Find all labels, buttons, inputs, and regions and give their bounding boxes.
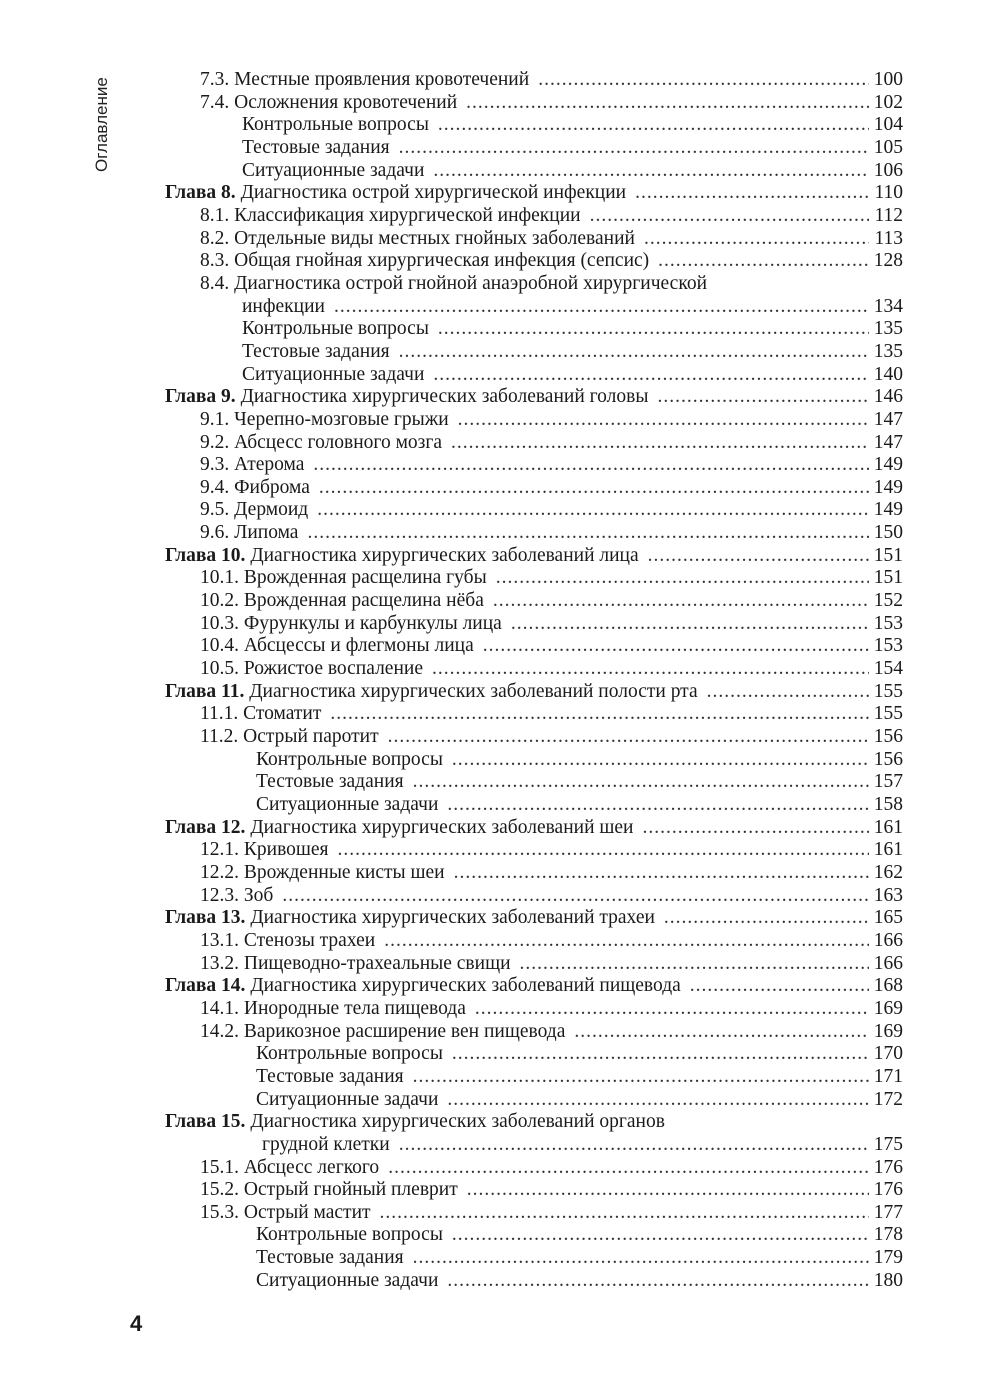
dot-leader [338,839,869,862]
toc-entry-title [242,114,429,137]
toc-entry [165,228,903,251]
toc-entry [165,409,903,432]
toc-entry-title [200,998,466,1021]
page-ref: 156 [873,748,903,770]
dot-leader [644,228,870,251]
toc-entry [165,998,903,1021]
page-ref: 153 [873,635,903,657]
toc-entry-title [256,1270,438,1293]
toc-entry [165,92,903,115]
chapter-label: Глава 14. [165,975,246,997]
page-ref: 134 [873,295,903,317]
entry-text: инфекции [242,295,325,317]
entry-text: Контрольные вопросы [256,1224,443,1246]
entry-text: 9.1. Черепно-мозговые грыжи [200,408,449,430]
toc-entry [165,635,903,658]
toc-entry-title [200,1021,565,1044]
toc-chapter-entry [165,1111,903,1134]
toc-entry-title [165,907,655,930]
page-ref: 166 [873,929,903,951]
entry-text: 12.2. Врожденные кисты шеи [200,861,445,883]
toc-entry [165,1247,903,1270]
toc-entry-title [200,726,379,749]
toc-entry-title [200,228,635,251]
toc-entry [165,862,903,885]
page-ref: 179 [873,1247,903,1269]
toc-entry-title [200,1202,371,1225]
page-ref: 106 [873,159,903,181]
entry-text: Контрольные вопросы [256,1043,443,1065]
entry-text: 10.4. Абсцессы и флегмоны лица [200,635,474,657]
entry-text: Диагностика хирургических заболеваний головы [240,386,649,408]
chapter-label: Глава 15. [165,1111,246,1133]
dot-leader [334,296,869,319]
entry-text: 11.2. Острый паротит [200,726,379,748]
dot-leader [433,364,868,387]
toc-entry-title [200,477,310,500]
dot-leader [413,1247,869,1270]
toc-entry-title [200,930,375,953]
toc-entry-title [200,839,329,862]
toc-chapter-entry [165,681,903,704]
page-ref: 171 [873,1065,903,1087]
toc-entry [165,341,903,364]
toc-entry-title [200,590,484,613]
toc-entry-title [256,1089,438,1112]
chapter-label: Глава 11. [165,680,245,702]
dot-leader [538,69,869,92]
dot-leader [648,545,869,568]
toc-entry-title [200,567,487,590]
entry-text: 9.2. Абсцесс головного мозга [200,431,443,453]
page-ref: 161 [873,839,903,861]
dot-leader [433,160,868,183]
chapter-label: Глава 8. [165,182,236,204]
entry-text: Контрольные вопросы [242,318,429,340]
toc-entry-title [242,341,390,364]
toc-entry-title [165,817,634,840]
toc-chapter-entry [165,545,903,568]
toc-entry [165,749,903,772]
toc-entry [165,794,903,817]
page-ref: 165 [873,907,903,929]
dot-leader [399,341,869,364]
toc-entry-title [200,205,581,228]
toc-entry-title [256,1043,443,1066]
toc-entry [165,1270,903,1293]
page-ref: 112 [874,204,903,226]
toc-entry-title [242,160,424,183]
dot-leader [384,930,869,953]
dot-leader [574,1021,868,1044]
page-ref: 176 [873,1156,903,1178]
entry-text: Ситуационные задачи [242,159,425,181]
toc-entry [165,885,903,908]
toc-entry-title [165,975,681,998]
toc-entry-title [200,953,511,976]
page-ref: 166 [873,952,903,974]
dot-leader [399,1134,869,1157]
toc-entry [165,477,903,500]
page-ref: 140 [873,363,903,385]
page-ref: 156 [873,726,903,748]
toc-entry-title [200,69,529,92]
chapter-label: Глава 12. [165,816,246,838]
entry-text: 9.6. Липома [200,522,299,544]
toc-entry [165,1089,903,1112]
toc-entry [165,522,903,545]
entry-text: 8.1. Классификация хирургической инфекции [200,204,581,226]
dot-leader [454,862,869,885]
toc-entry-title [242,137,390,160]
dot-leader [496,567,869,590]
entry-text: 9.5. Дермоид [200,499,309,521]
dot-leader [643,817,869,840]
page-ref: 150 [873,522,903,544]
page-ref: 151 [873,544,903,566]
entry-text: 9.3. Атерома [200,454,305,476]
page-ref: 169 [873,1020,903,1042]
toc-chapter-entry [165,907,903,930]
toc-entry-title [200,635,474,658]
page-ref: 104 [873,114,903,136]
toc-entry-title [200,92,457,115]
toc-entry [165,658,903,681]
entry-text: Ситуационные задачи [256,1269,439,1291]
dot-leader [438,114,869,137]
dot-leader [475,998,869,1021]
page-ref: 102 [873,91,903,113]
toc-chapter-entry [165,386,903,409]
toc-entry-title [200,499,308,522]
toc-entry-title [200,522,298,545]
toc-entry [165,726,903,749]
entry-text: Тестовые задания [242,136,390,158]
toc-entry-title [200,409,449,432]
page-ref: 149 [873,476,903,498]
chapter-label: Глава 9. [165,386,236,408]
page-ref: 180 [873,1269,903,1291]
page-ref: 105 [873,136,903,158]
toc-entry [165,1224,903,1247]
toc-entry-title [200,1157,379,1180]
toc-entry-title [165,1111,665,1134]
toc-entry [165,1066,903,1089]
dot-leader [438,318,869,341]
dot-leader [590,205,870,228]
toc-entry [165,1134,903,1157]
chapter-label: Глава 13. [165,907,246,929]
toc-entry-title [200,454,304,477]
toc-entry [165,613,903,636]
entry-text: 14.1. Инородные тела пищевода [200,997,466,1019]
dot-leader [447,1270,868,1293]
dot-leader [707,681,869,704]
dot-leader [452,749,869,772]
toc-chapter-entry [165,182,903,205]
entry-text: грудной клетки [262,1133,390,1155]
page-number: 4 [130,1311,143,1336]
toc-entry-title [242,364,424,387]
toc-entry [165,567,903,590]
toc-entry [165,930,903,953]
page-ref: 147 [873,431,903,453]
page-ref: 157 [873,771,903,793]
entry-text: 7.4. Осложнения кровотечений [200,91,458,113]
toc-entry [165,839,903,862]
toc-entry [165,69,903,92]
dot-leader [483,635,869,658]
dot-leader [380,1202,869,1225]
entry-text: 12.3. Зоб [200,884,274,906]
toc-entry [165,953,903,976]
page-ref: 128 [873,250,903,272]
entry-text: Тестовые задания [256,1247,404,1269]
toc-entry-title [165,545,639,568]
entry-text: Диагностика хирургических заболеваний трахеи [250,907,655,929]
toc-entry-title [200,703,321,726]
entry-text: Диагностика хирургических заболеваний лица [250,544,639,566]
dot-leader [432,658,869,681]
page-ref: 151 [873,567,903,589]
toc-entry-title [242,296,325,319]
dot-leader [413,1066,869,1089]
toc-entry [165,1179,903,1202]
dot-leader [447,1089,868,1112]
chapter-label: Глава 10. [165,544,246,566]
dot-leader [388,1157,869,1180]
page-ref: 155 [873,680,903,702]
entry-text: Диагностика хирургических заболеваний полости рта [249,680,698,702]
dot-leader [319,477,869,500]
page-ref: 147 [873,408,903,430]
toc-entry [165,137,903,160]
entry-text: 10.1. Врожденная расщелина губы [200,567,487,589]
dot-leader [388,726,869,749]
entry-text: 8.3. Общая гнойная хирургическая инфекция (сепсис) [200,250,650,272]
toc-entry-title [200,1179,458,1202]
toc-entry-title [256,771,404,794]
toc-entry [165,703,903,726]
dot-leader [399,137,869,160]
entry-text: 10.3. Фурункулы и карбункулы лица [200,612,502,634]
toc-entry [165,432,903,455]
page-ref: 178 [873,1224,903,1246]
entry-text: 10.5. Рожистое воспаление [200,658,423,680]
page-ref: 155 [873,703,903,725]
page-ref: 161 [873,816,903,838]
entry-text: Диагностика острой хирургической инфекции [240,182,627,204]
page-ref: 177 [873,1201,903,1223]
dot-leader [307,522,868,545]
running-header-title: Оглавление [92,77,111,173]
dot-leader [313,454,868,477]
toc-entry [165,296,903,319]
dot-leader [451,432,869,455]
entry-text: 13.2. Пищеводно-трахеальные свищи [200,952,511,974]
toc-entry-title [256,749,443,772]
dot-leader [635,182,869,205]
page-ref: 158 [873,794,903,815]
dot-leader [664,907,869,930]
entry-text: Контрольные вопросы [256,748,443,770]
toc-entry [165,364,903,387]
page-ref: 163 [873,884,903,906]
page-ref: 169 [873,997,903,1019]
page-ref: 162 [873,861,903,883]
dot-leader [520,953,869,976]
entry-text: 12.1. Кривошея [200,839,329,861]
entry-text: Контрольные вопросы [242,114,429,136]
toc-entry-title [200,862,445,885]
toc-entry [165,114,903,137]
dot-leader [467,1179,869,1202]
toc-entry-title [242,318,429,341]
toc-entry [165,1202,903,1225]
toc-entry [165,1043,903,1066]
page-ref: 152 [873,590,903,612]
entry-text: 15.3. Острый мастит [200,1201,371,1223]
toc-entry-title [200,250,649,273]
dot-leader [458,409,869,432]
toc-chapter-entry [165,817,903,840]
entry-text: 9.4. Фиброма [200,476,310,498]
toc-entry-title [262,1134,390,1157]
toc-entry-title [165,386,648,409]
page-ref: 100 [873,69,903,90]
entry-text: 13.1. Стенозы трахеи [200,929,376,951]
entry-text: 11.1. Стоматит [200,703,322,725]
page-ref: 176 [873,1179,903,1201]
toc-entry-title [200,885,273,908]
page-ref: 135 [873,340,903,362]
page-ref: 149 [873,454,903,476]
page-ref: 153 [873,612,903,634]
toc-entry [165,1021,903,1044]
entry-text: 14.2. Варикозное расширение вен пищевода [200,1020,566,1042]
toc-entry [165,454,903,477]
page-ref: 172 [873,1088,903,1110]
entry-text: 15.1. Абсцесс легкого [200,1156,380,1178]
toc-entry [165,160,903,183]
toc-entry-title [256,1224,443,1247]
toc-entry [165,771,903,794]
dot-leader [452,1224,869,1247]
entry-text: 15.2. Острый гнойный плеврит [200,1179,458,1201]
page-ref: 149 [873,499,903,521]
toc-entry [165,205,903,228]
page-ref: 168 [873,975,903,997]
dot-leader [690,975,869,998]
toc-entry [165,499,903,522]
entry-text: Диагностика хирургических заболеваний пищевода [250,975,681,997]
toc-entry-title [165,182,626,205]
entry-text: Тестовые задания [256,1065,404,1087]
toc-entry-title [200,613,502,636]
dot-leader [658,250,869,273]
entry-text: Тестовые задания [242,340,390,362]
toc-entry-title [200,658,423,681]
toc-entry [165,1157,903,1180]
entry-text: Ситуационные задачи [256,794,439,815]
dot-leader [282,885,868,908]
entry-text: Ситуационные задачи [256,1088,439,1110]
toc-entry-title [256,1066,404,1089]
toc-entry [165,250,903,273]
toc-entry [165,590,903,613]
page-ref: 113 [874,227,903,249]
toc-entry-title [200,432,442,455]
dot-leader [413,771,869,794]
dot-leader [511,613,869,636]
dot-leader [317,499,869,522]
entry-text: Диагностика хирургических заболеваний органов [250,1111,665,1133]
dot-leader [452,1043,869,1066]
dot-leader [493,590,869,613]
toc-entry-title [256,794,438,817]
page-ref: 110 [874,182,903,204]
entry-text: Ситуационные задачи [242,363,425,385]
dot-leader [330,703,868,726]
dot-leader [466,92,869,115]
page-ref: 154 [873,658,903,680]
page-ref: 135 [873,318,903,340]
page-ref: 175 [873,1133,903,1155]
table-of-contents [165,69,903,1292]
toc-entry-title [165,681,698,704]
toc-entry-title [256,1247,404,1270]
entry-text: Тестовые задания [256,771,404,793]
entry-text: Диагностика хирургических заболеваний шеи [250,816,634,838]
page-ref: 146 [873,386,903,408]
toc-entry [165,273,903,296]
entry-text: 8.4. Диагностика острой гнойной анаэробной хирургической [200,272,707,294]
page-ref: 170 [873,1043,903,1065]
entry-text: 10.2. Врожденная расщелина нёба [200,590,484,612]
toc-chapter-entry [165,975,903,998]
dot-leader [657,386,868,409]
dot-leader [447,794,868,817]
toc-entry [165,318,903,341]
toc-entry-title [200,273,707,296]
entry-text: 7.3. Местные проявления кровотечений [200,69,530,90]
entry-text: 8.2. Отдельные виды местных гнойных заболеваний [200,227,635,249]
